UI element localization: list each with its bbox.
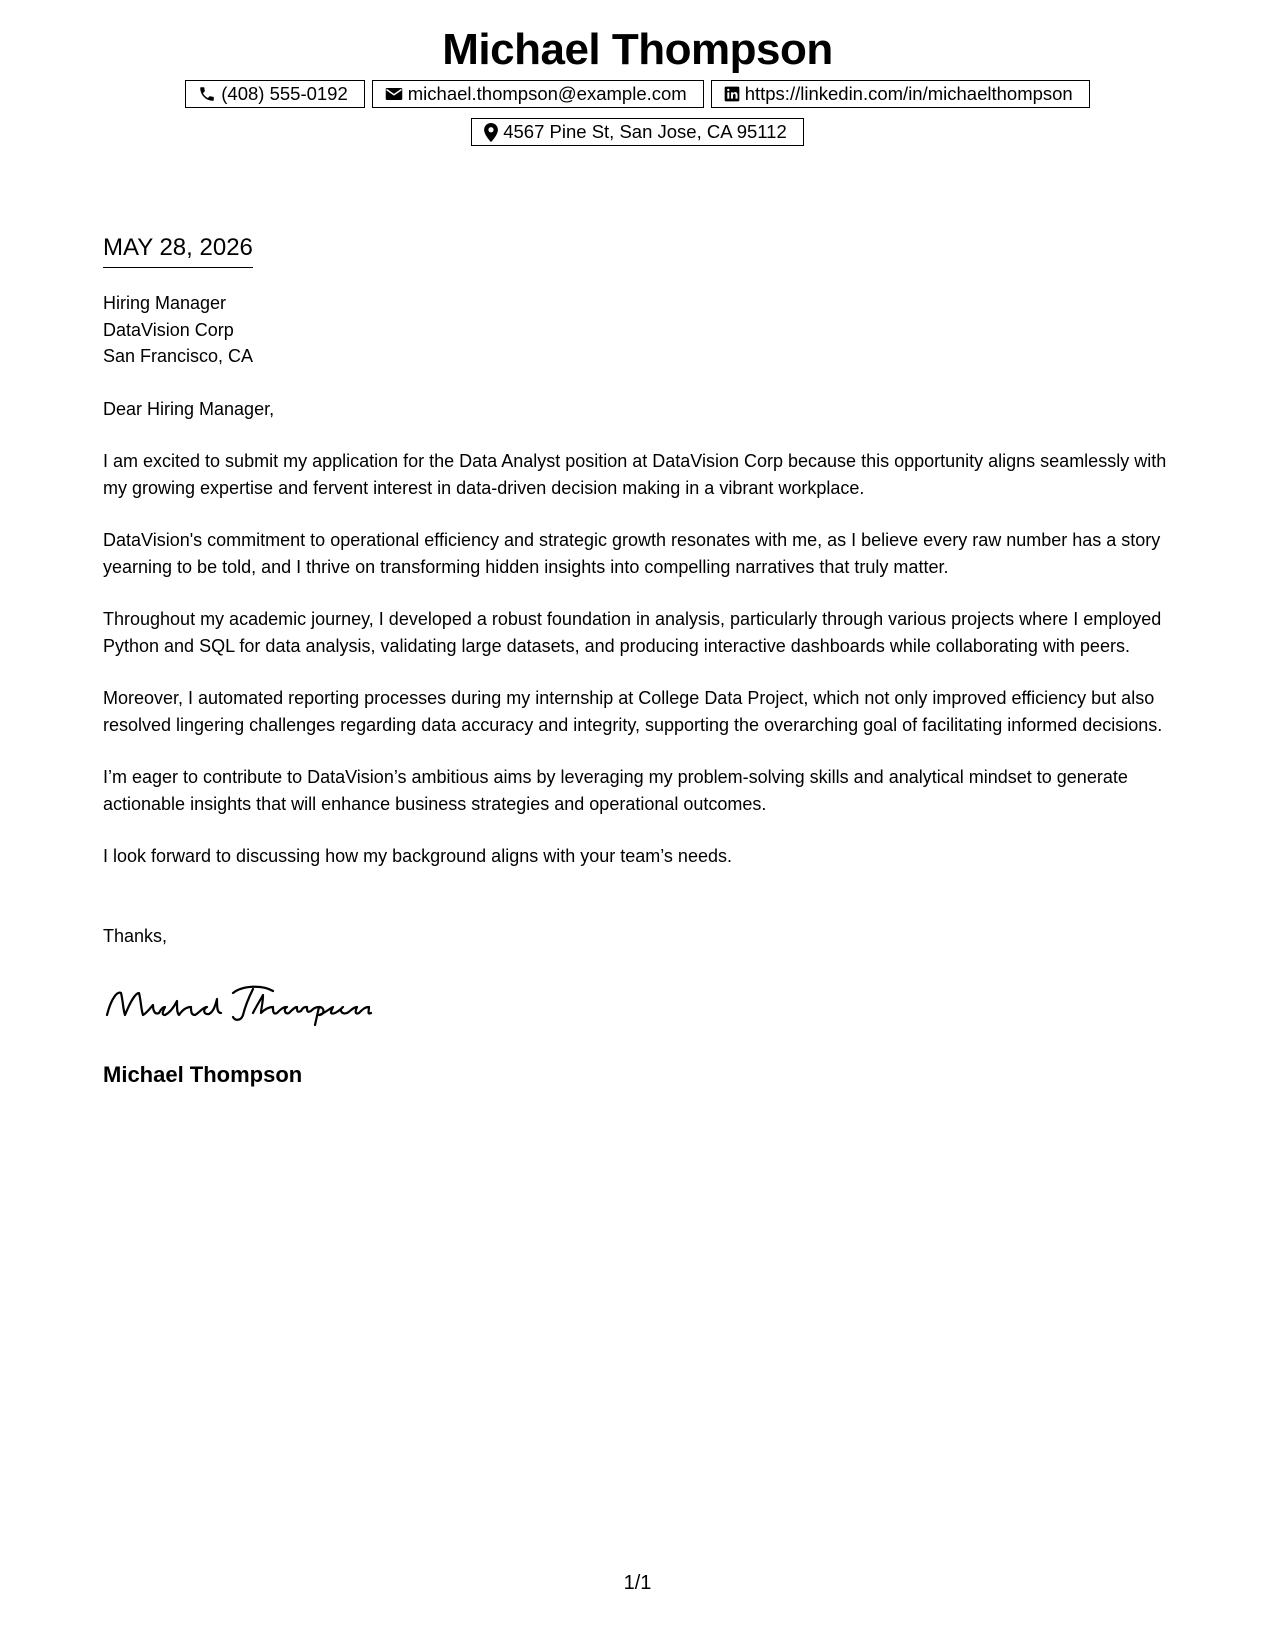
phone-icon <box>198 85 216 103</box>
address-text: 4567 Pine St, San Jose, CA 95112 <box>503 121 787 142</box>
paragraph: Moreover, I automated reporting processes during my internship at College Data Project, which not only improved efficiency but also resolved lingering challenges regarding data accuracy and integrity, supporting the overarching goal of facilitating informed decisions. <box>103 688 1163 735</box>
recipient-title: Hiring Manager <box>103 293 227 313</box>
signer-name: Michael Thompson <box>103 1061 303 1087</box>
paragraph: I’m eager to contribute to DataVision’s ambitious aims by leveraging my problem-solving skills and analytical mindset to generate actionable insights that will enhance business strategies and operational outcomes. <box>103 767 1128 814</box>
map-marker-icon <box>484 123 498 142</box>
closing: Thanks, <box>103 925 168 946</box>
contact-row-address <box>0 118 1275 146</box>
letter-body <box>103 232 1178 1090</box>
paragraph: Throughout my academic journey, I developed a robust foundation in analysis, particularly through various projects where I employed Python and SQL for data analysis, validating large datasets, and producing interactive dashboards while collaborating with peers. <box>103 609 1162 656</box>
recipient-block <box>103 290 1178 370</box>
linkedin-icon <box>724 86 740 102</box>
paragraph: DataVision's commitment to operational efficiency and strategic growth resonates with me, as I believe every raw number has a story yearning to be told, and I thrive on transforming hidden insights into compelling narratives that truly matter. <box>103 530 1161 577</box>
salutation: Dear Hiring Manager, <box>103 398 275 419</box>
email-text: michael.thompson@example.com <box>407 83 687 104</box>
page-number: 1/1 <box>623 1572 652 1594</box>
recipient-location: San Francisco, CA <box>103 346 254 366</box>
contact-row <box>0 80 1275 108</box>
phone-text: (408) 555-0192 <box>221 83 348 104</box>
handwritten-signature <box>103 979 373 1029</box>
applicant-name: Michael Thompson <box>442 25 833 74</box>
letter-date: MAY 28, 2026 <box>103 232 253 268</box>
linkedin-contact[interactable] <box>711 80 1090 108</box>
paragraph: I am excited to submit my application for the Data Analyst position at DataVision Corp because this opportunity aligns seamlessly with my growing expertise and fervent interest in data-driven decision making in a vibrant workplace. <box>103 451 1167 498</box>
email-contact[interactable] <box>372 80 704 108</box>
recipient-company: DataVision Corp <box>103 319 234 340</box>
address-contact[interactable] <box>471 118 804 146</box>
paragraph: I look forward to discussing how my background aligns with your team’s needs. <box>103 846 732 866</box>
phone-contact[interactable] <box>185 80 365 108</box>
linkedin-text: https://linkedin.com/in/michaelthompson <box>744 83 1073 104</box>
envelope-icon <box>385 86 403 102</box>
